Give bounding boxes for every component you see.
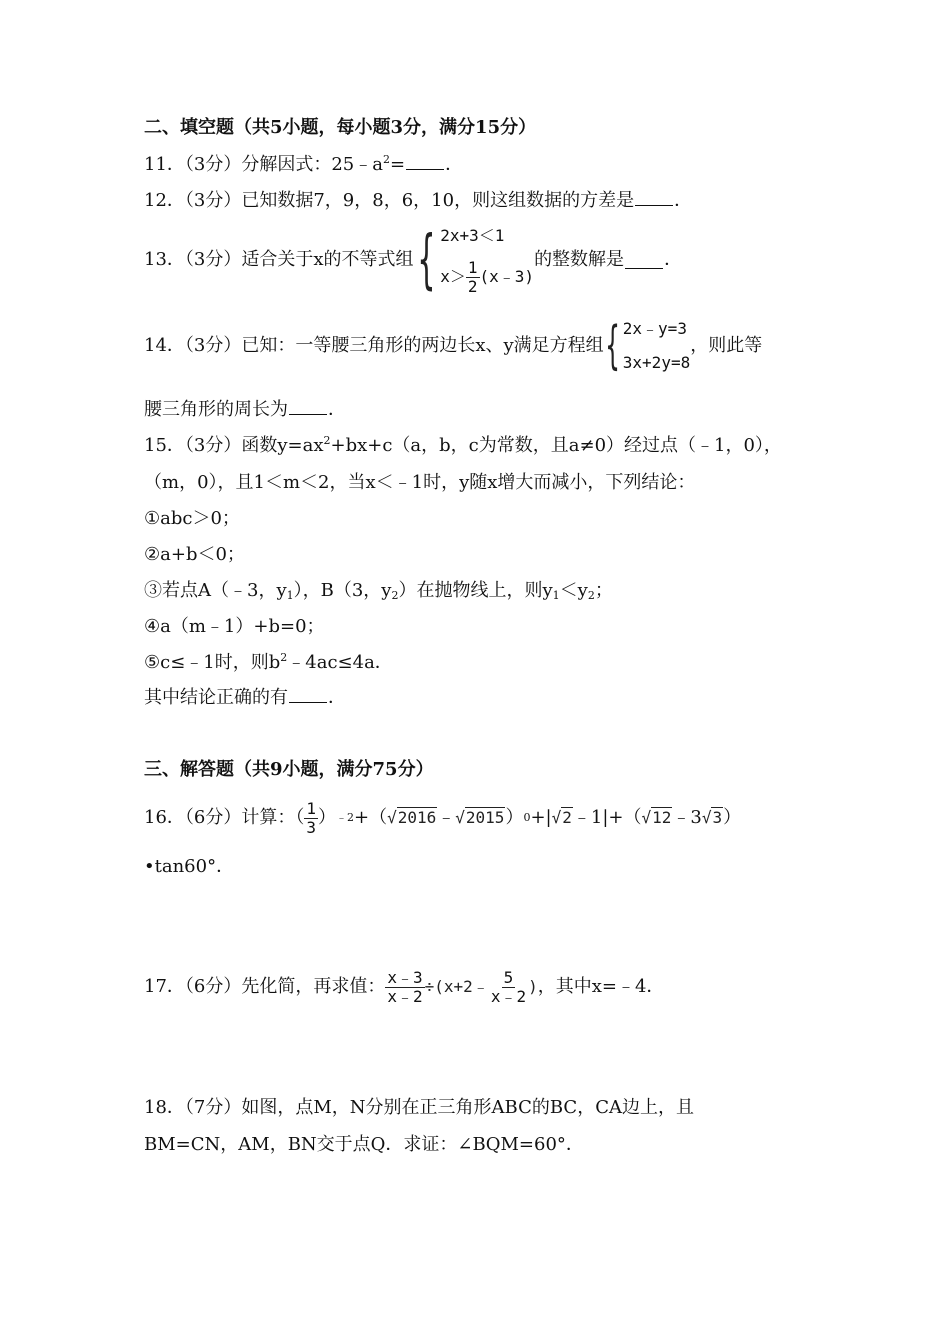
fraction: $\frac{5}{x﹣2}$ bbox=[490, 967, 527, 1006]
q11-exponent: 2 bbox=[383, 153, 390, 166]
equation-system: { 2x﹣y=3 3x+2y=8 bbox=[604, 316, 691, 376]
option-4: ④a（m﹣1）+b=0； bbox=[144, 616, 325, 637]
answer-blank[interactable] bbox=[635, 189, 673, 206]
section-2-heading: 二、填空题（共5小题，每小题3分，满分15分） bbox=[144, 117, 537, 138]
answer-blank[interactable] bbox=[406, 153, 444, 170]
q11-end: ． bbox=[445, 154, 464, 175]
system-row-1: 2x+3＜1 bbox=[440, 226, 505, 245]
q13-end: ． bbox=[664, 249, 683, 270]
question-14 bbox=[144, 318, 762, 374]
option-5: ⑤c≤﹣1时，则$b^2﹣4ac\le 4a$． bbox=[144, 651, 393, 673]
fraction: $\frac{1}{2}$ bbox=[467, 258, 478, 296]
option-2: ②a+b＜0； bbox=[144, 544, 245, 565]
q13-text: 13．（3分）适合关于x的不等式组 bbox=[144, 249, 414, 270]
q13-suffix: 的整数解是 bbox=[534, 249, 625, 270]
question-15-line-2: （m，0），且1＜m＜2，当x＜﹣1时，y随x增大而减小，下列结论： bbox=[144, 472, 696, 493]
q15-text: 15．（3分）函数y=ax bbox=[144, 435, 324, 456]
question-11 bbox=[144, 153, 463, 177]
section-3-heading: 三、解答题（共9小题，满分75分） bbox=[144, 759, 434, 780]
question-17: 17．（6分）先化简，再求值： $\frac{x﹣3}{x﹣2}$ ÷(x+2﹣ $\frac{5}{x﹣2}$ ) ，其中x=﹣4． bbox=[144, 967, 665, 1006]
q12-text: 12．（3分）已知数据7，9，8，6，10，则这组数据的方差是 bbox=[144, 190, 635, 211]
system-row-2: 3x+2y=8 bbox=[622, 353, 691, 372]
option-1: ①abc＞0； bbox=[144, 508, 240, 529]
q14-line2: 腰三角形的周长为 bbox=[144, 399, 288, 420]
q14-suffix: ，则此等 bbox=[690, 335, 763, 356]
q11-text: 11．（3分）分解因式：25﹣a bbox=[144, 154, 383, 175]
question-15-conclusion: 其中结论正确的有 ． bbox=[144, 687, 346, 708]
question-14-line-2 bbox=[144, 398, 346, 422]
question-16-line-2: •tan60°． bbox=[144, 856, 235, 877]
option-3: ③若点A（﹣3，$y_1$），B（3，$y_2$）在抛物线上，则$y_1<y_2$； bbox=[144, 580, 613, 602]
question-16: 16．（6分）计算：（ $\frac{1}{3}$ ） ﹣2 +（ √2016 ﹣ √2015 ） 0 +| √2 ﹣1|+（ √12 ﹣3 √3 ） bbox=[144, 798, 742, 837]
q14-text: 14．（3分）已知：一等腰三角形的两边长x、y满足方程组 bbox=[144, 335, 604, 356]
fraction: $\frac{x﹣3}{x﹣2}$ bbox=[387, 967, 423, 1006]
q15-text-cont: +bx+c（a，b，c为常数，且a≠0）经过点（﹣1，0）， bbox=[330, 435, 782, 456]
question-13 bbox=[144, 222, 682, 298]
question-18-line-2: BM=CN，AM，BN交于点Q．求证：∠BQM=60°． bbox=[144, 1134, 584, 1155]
fraction: $\frac{1}{3}$ bbox=[306, 798, 316, 837]
system-row-2: x＞ $\frac{1}{2}$ (x﹣3) bbox=[440, 258, 535, 296]
q14-end: ． bbox=[328, 399, 346, 420]
q12-end: ． bbox=[674, 190, 693, 211]
question-15 bbox=[144, 434, 782, 458]
answer-blank[interactable] bbox=[625, 252, 663, 269]
question-18: 18．（7分）如图，点M，N分别在正三角形ABC的BC，CA边上，且 bbox=[144, 1097, 694, 1118]
inequality-system: { 2x+3＜1 x＞ $\frac{1}{2}$ (x﹣3) bbox=[414, 224, 535, 296]
answer-blank[interactable] bbox=[289, 686, 327, 703]
answer-blank[interactable] bbox=[289, 398, 327, 415]
question-12 bbox=[144, 189, 692, 213]
system-row-1: 2x﹣y=3 bbox=[622, 319, 687, 338]
q15-exponent: 2 bbox=[323, 434, 331, 447]
q11-equals: = bbox=[390, 154, 406, 175]
